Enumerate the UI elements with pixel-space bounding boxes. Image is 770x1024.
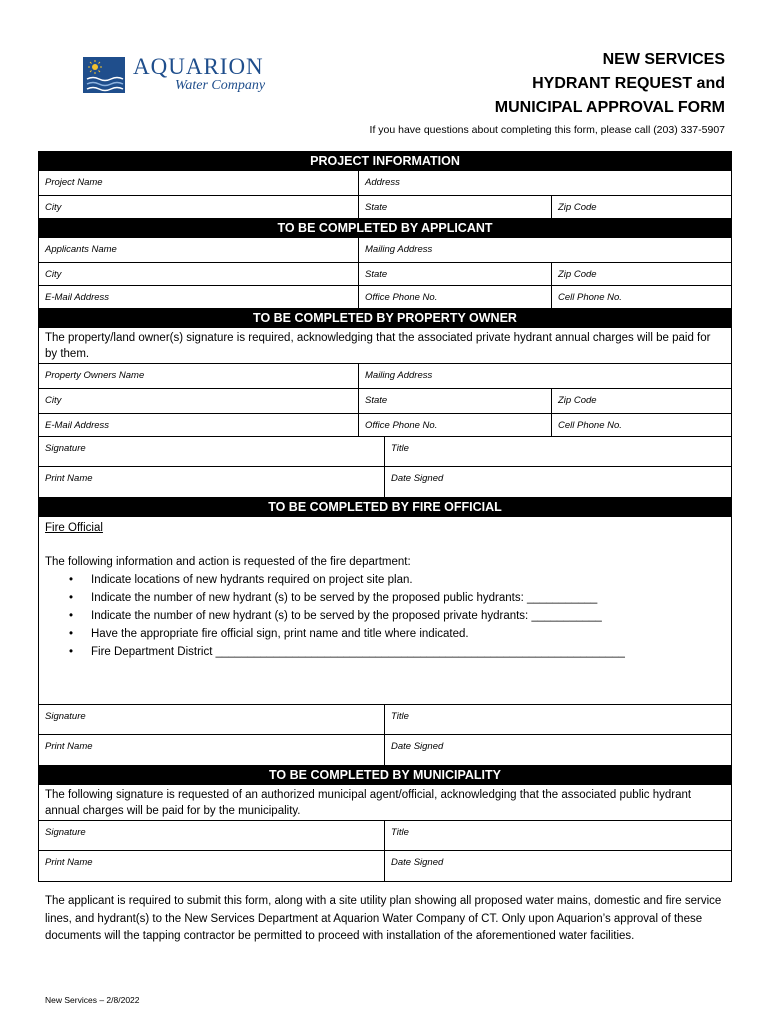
owner-email-field[interactable]: E-Mail Address: [39, 414, 359, 436]
project-city-field[interactable]: City: [39, 196, 359, 218]
project-address-field[interactable]: Address: [365, 177, 400, 188]
municipality-title-field[interactable]: Title: [391, 827, 409, 838]
fire-requirements-list: [69, 571, 725, 661]
logo-name: AQUARION: [133, 54, 264, 79]
owner-print-name-field[interactable]: Print Name: [39, 467, 385, 497]
section-heading-owner: TO BE COMPLETED BY PROPERTY OWNER: [39, 309, 731, 328]
applicant-cell-phone-field[interactable]: Cell Phone No.: [558, 292, 622, 303]
municipality-note: The following signature is requested of an authorized municipal agent/official, acknowledging that the associated public hydrant annual charges will be paid for by the municipality.: [39, 785, 731, 821]
owner-city-field[interactable]: City: [39, 389, 359, 413]
fire-date-signed-field[interactable]: Date Signed: [391, 741, 444, 752]
fire-official-box: [39, 517, 731, 705]
owner-state-field[interactable]: State: [359, 389, 552, 413]
revision-note: New Services – 2/8/2022: [45, 995, 140, 1005]
fire-intro: The following information and action is requested of the fire department:: [45, 556, 411, 568]
form-row: [39, 705, 731, 735]
logo-subtitle: Water Company: [175, 78, 266, 93]
owner-name-field[interactable]: Property Owners Name: [39, 364, 359, 388]
fire-signature-field[interactable]: Signature: [39, 705, 385, 734]
aquarion-logo-icon: [83, 57, 125, 93]
form-row: [39, 263, 731, 286]
fire-print-name-field[interactable]: Print Name: [39, 735, 385, 765]
applicant-office-phone-field[interactable]: Office Phone No.: [359, 286, 552, 308]
form-row: [39, 171, 731, 196]
form-row: [39, 467, 731, 498]
applicant-city-field[interactable]: City: [39, 263, 359, 285]
municipality-date-signed-field[interactable]: Date Signed: [391, 857, 444, 868]
municipality-signature-field[interactable]: Signature: [39, 821, 385, 850]
list-item: • Fire Department District ________________________________________________________________: [69, 643, 725, 661]
submission-instructions: The applicant is required to submit this form, along with a site utility plan showing all proposed water mains, domestic and fire service lines, and hydrant(s) to the New Services Department at Aquarion Water Company of CT. Only upon Aquarion’s approval of these documents will the tapping contractor be permitted to proceed with installation of the aforementioned water facilities.: [45, 895, 722, 942]
project-name-field[interactable]: Project Name: [39, 171, 359, 195]
owner-title-field[interactable]: Title: [391, 443, 409, 454]
fire-title-field[interactable]: Title: [391, 711, 409, 722]
title-line-1: NEW SERVICES: [602, 51, 725, 68]
form-row: [39, 437, 731, 467]
form-row: [39, 735, 731, 766]
company-logo: [83, 55, 283, 97]
form-row: [39, 851, 731, 881]
applicant-mailing-field[interactable]: Mailing Address: [365, 244, 433, 255]
form-row: [39, 286, 731, 309]
form-title: [495, 48, 725, 120]
title-line-3: MUNICIPAL APPROVAL FORM: [494, 99, 725, 116]
project-state-field[interactable]: State: [359, 196, 552, 218]
section-heading-municipality: TO BE COMPLETED BY MUNICIPALITY: [39, 766, 731, 785]
section-heading-fire: TO BE COMPLETED BY FIRE OFFICIAL: [39, 498, 731, 517]
list-item: • Indicate locations of new hydrants required on project site plan.: [69, 571, 725, 589]
owner-zip-field[interactable]: Zip Code: [558, 395, 597, 406]
list-item: • Indicate the number of new hydrant (s) to be served by the proposed private hydrants: ___________: [69, 607, 725, 625]
form-row: [39, 389, 731, 414]
section-heading-applicant: TO BE COMPLETED BY APPLICANT: [39, 219, 731, 238]
applicant-zip-field[interactable]: Zip Code: [558, 269, 597, 280]
owner-note: The property/land owner(s) signature is required, acknowledging that the associated private hydrant annual charges will be paid for by them.: [39, 328, 731, 364]
section-heading-project: PROJECT INFORMATION: [39, 152, 731, 171]
owner-mailing-field[interactable]: Mailing Address: [365, 370, 433, 381]
form-row: [39, 196, 731, 219]
applicant-email-field[interactable]: E-Mail Address: [39, 286, 359, 308]
list-item: • Have the appropriate fire official sign, print name and title where indicated.: [69, 625, 725, 643]
applicant-name-field[interactable]: Applicants Name: [39, 238, 359, 262]
contact-line: If you have questions about completing this form, please call (203) 337-5907: [369, 124, 725, 136]
form-row: [39, 238, 731, 263]
title-line-2: HYDRANT REQUEST and: [532, 75, 725, 92]
project-zip-field[interactable]: Zip Code: [558, 202, 597, 213]
form-row: [39, 364, 731, 389]
owner-office-phone-field[interactable]: Office Phone No.: [359, 414, 552, 436]
municipality-print-name-field[interactable]: Print Name: [39, 851, 385, 881]
form-row: [39, 414, 731, 437]
form-row: [39, 821, 731, 851]
owner-cell-phone-field[interactable]: Cell Phone No.: [558, 420, 622, 431]
form-table: [38, 151, 732, 882]
list-item: • Indicate the number of new hydrant (s) to be served by the proposed public hydrants: ___________: [69, 589, 725, 607]
fire-official-label: Fire Official: [45, 522, 103, 534]
owner-date-signed-field[interactable]: Date Signed: [391, 473, 444, 484]
owner-signature-field[interactable]: Signature: [39, 437, 385, 466]
applicant-state-field[interactable]: State: [359, 263, 552, 285]
